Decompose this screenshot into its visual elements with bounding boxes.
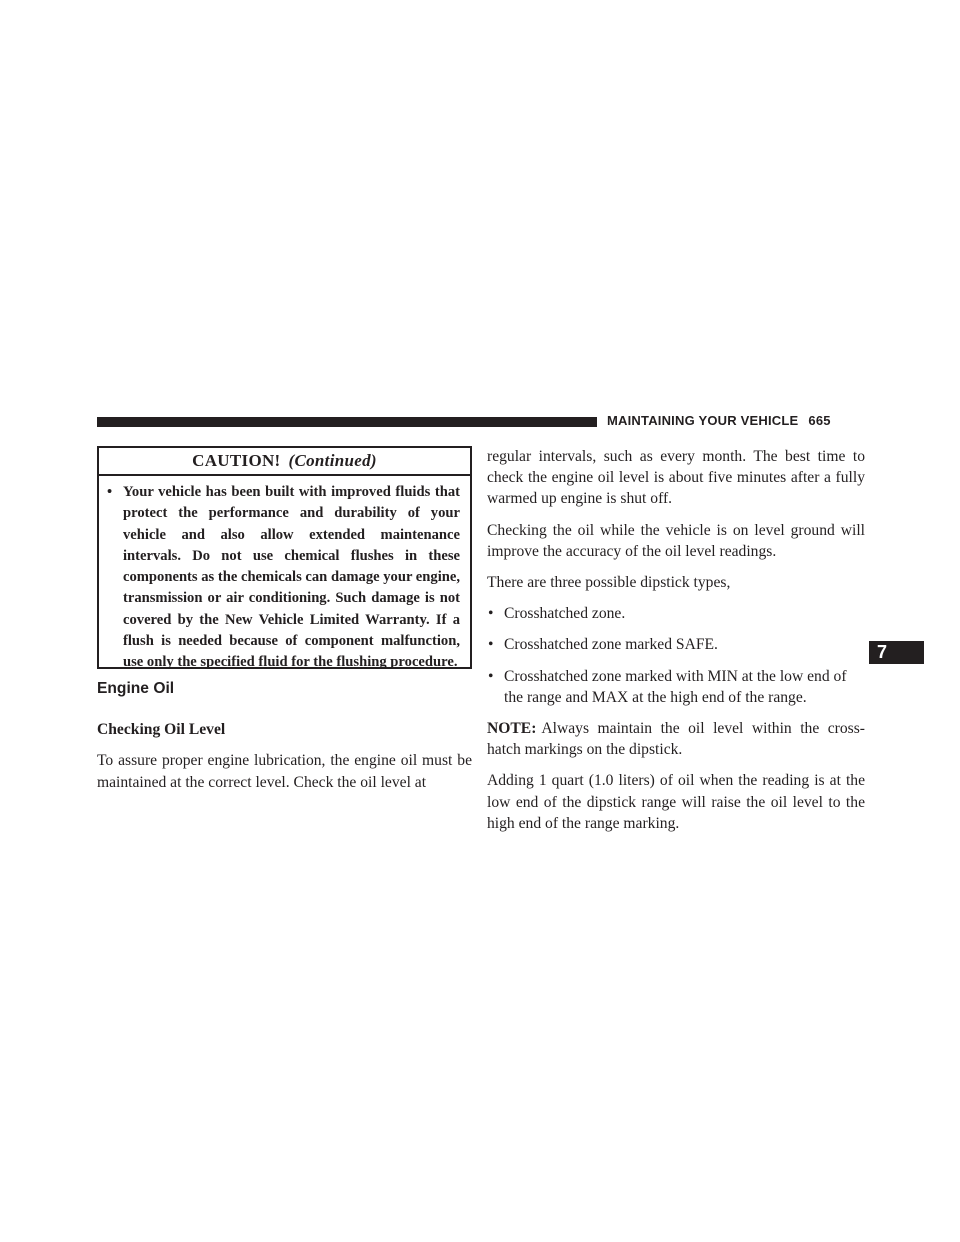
body-paragraph: To assure proper engine lubrication, the engine oil must be maintained at the correct level. Check the oil level at [97,752,472,791]
caution-title: CAUTION! [192,451,281,470]
list-item [487,666,865,708]
note-paragraph [487,718,865,760]
body-paragraph: regular intervals, such as every month. The best time to check the engine oil level is about five minutes after a fully warmed up engine is shut off. [487,448,865,508]
right-column [487,446,865,844]
body-paragraph: Adding 1 quart (1.0 liters) of oil when the reading is at the low end of the dipstick range will raise the oil level to the high end of the range marking. [487,772,865,832]
bullet-icon: • [488,667,494,685]
body-paragraph: Checking the oil while the vehicle is on level ground will improve the accuracy of the oil level readings. [487,521,865,560]
caution-box [97,446,472,669]
note-label: NOTE: [487,720,537,738]
chapter-tab: 7 [869,641,924,664]
body-paragraph: There are three possible dipstick types, [487,574,731,592]
list-item-text: Crosshatched zone marked SAFE. [504,636,718,654]
section-heading: Engine Oil [97,680,175,697]
note-text: Always maintain the oil level within the cross-hatch markings on the dipstick. [487,720,865,759]
section-title: MAINTAINING YOUR VEHICLE [607,413,799,428]
bullet-icon: • [488,605,494,623]
running-header [607,413,831,428]
list-item-text: Crosshatched zone marked with MIN at the low end of the range and MAX at the high end of the range. [504,667,847,706]
left-column [97,672,472,793]
caution-item [99,476,470,674]
caution-header [99,448,470,476]
page-number: 665 [808,413,831,428]
subsection-heading: Checking Oil Level [97,721,226,739]
header-rule [97,417,597,427]
bullet-icon: • [488,636,494,654]
list-item [487,603,865,624]
caution-continued: (Continued) [288,451,377,470]
list-item-text: Crosshatched zone. [504,605,626,623]
caution-text: Your vehicle has been built with improved fluids that protect the performance and durability of your vehicle and also allow extended maintenance intervals. Do not use chemical flushes in these components as the chemicals can damage your engine, transmission or air conditioning. Such damage is not covered by the New Vehicle Limited Warranty. If a flush is needed because of component malfunction, use only the specified fluid for the flushing procedure. [123,484,460,671]
bullet-icon: • [107,484,113,500]
list-item [487,634,865,655]
